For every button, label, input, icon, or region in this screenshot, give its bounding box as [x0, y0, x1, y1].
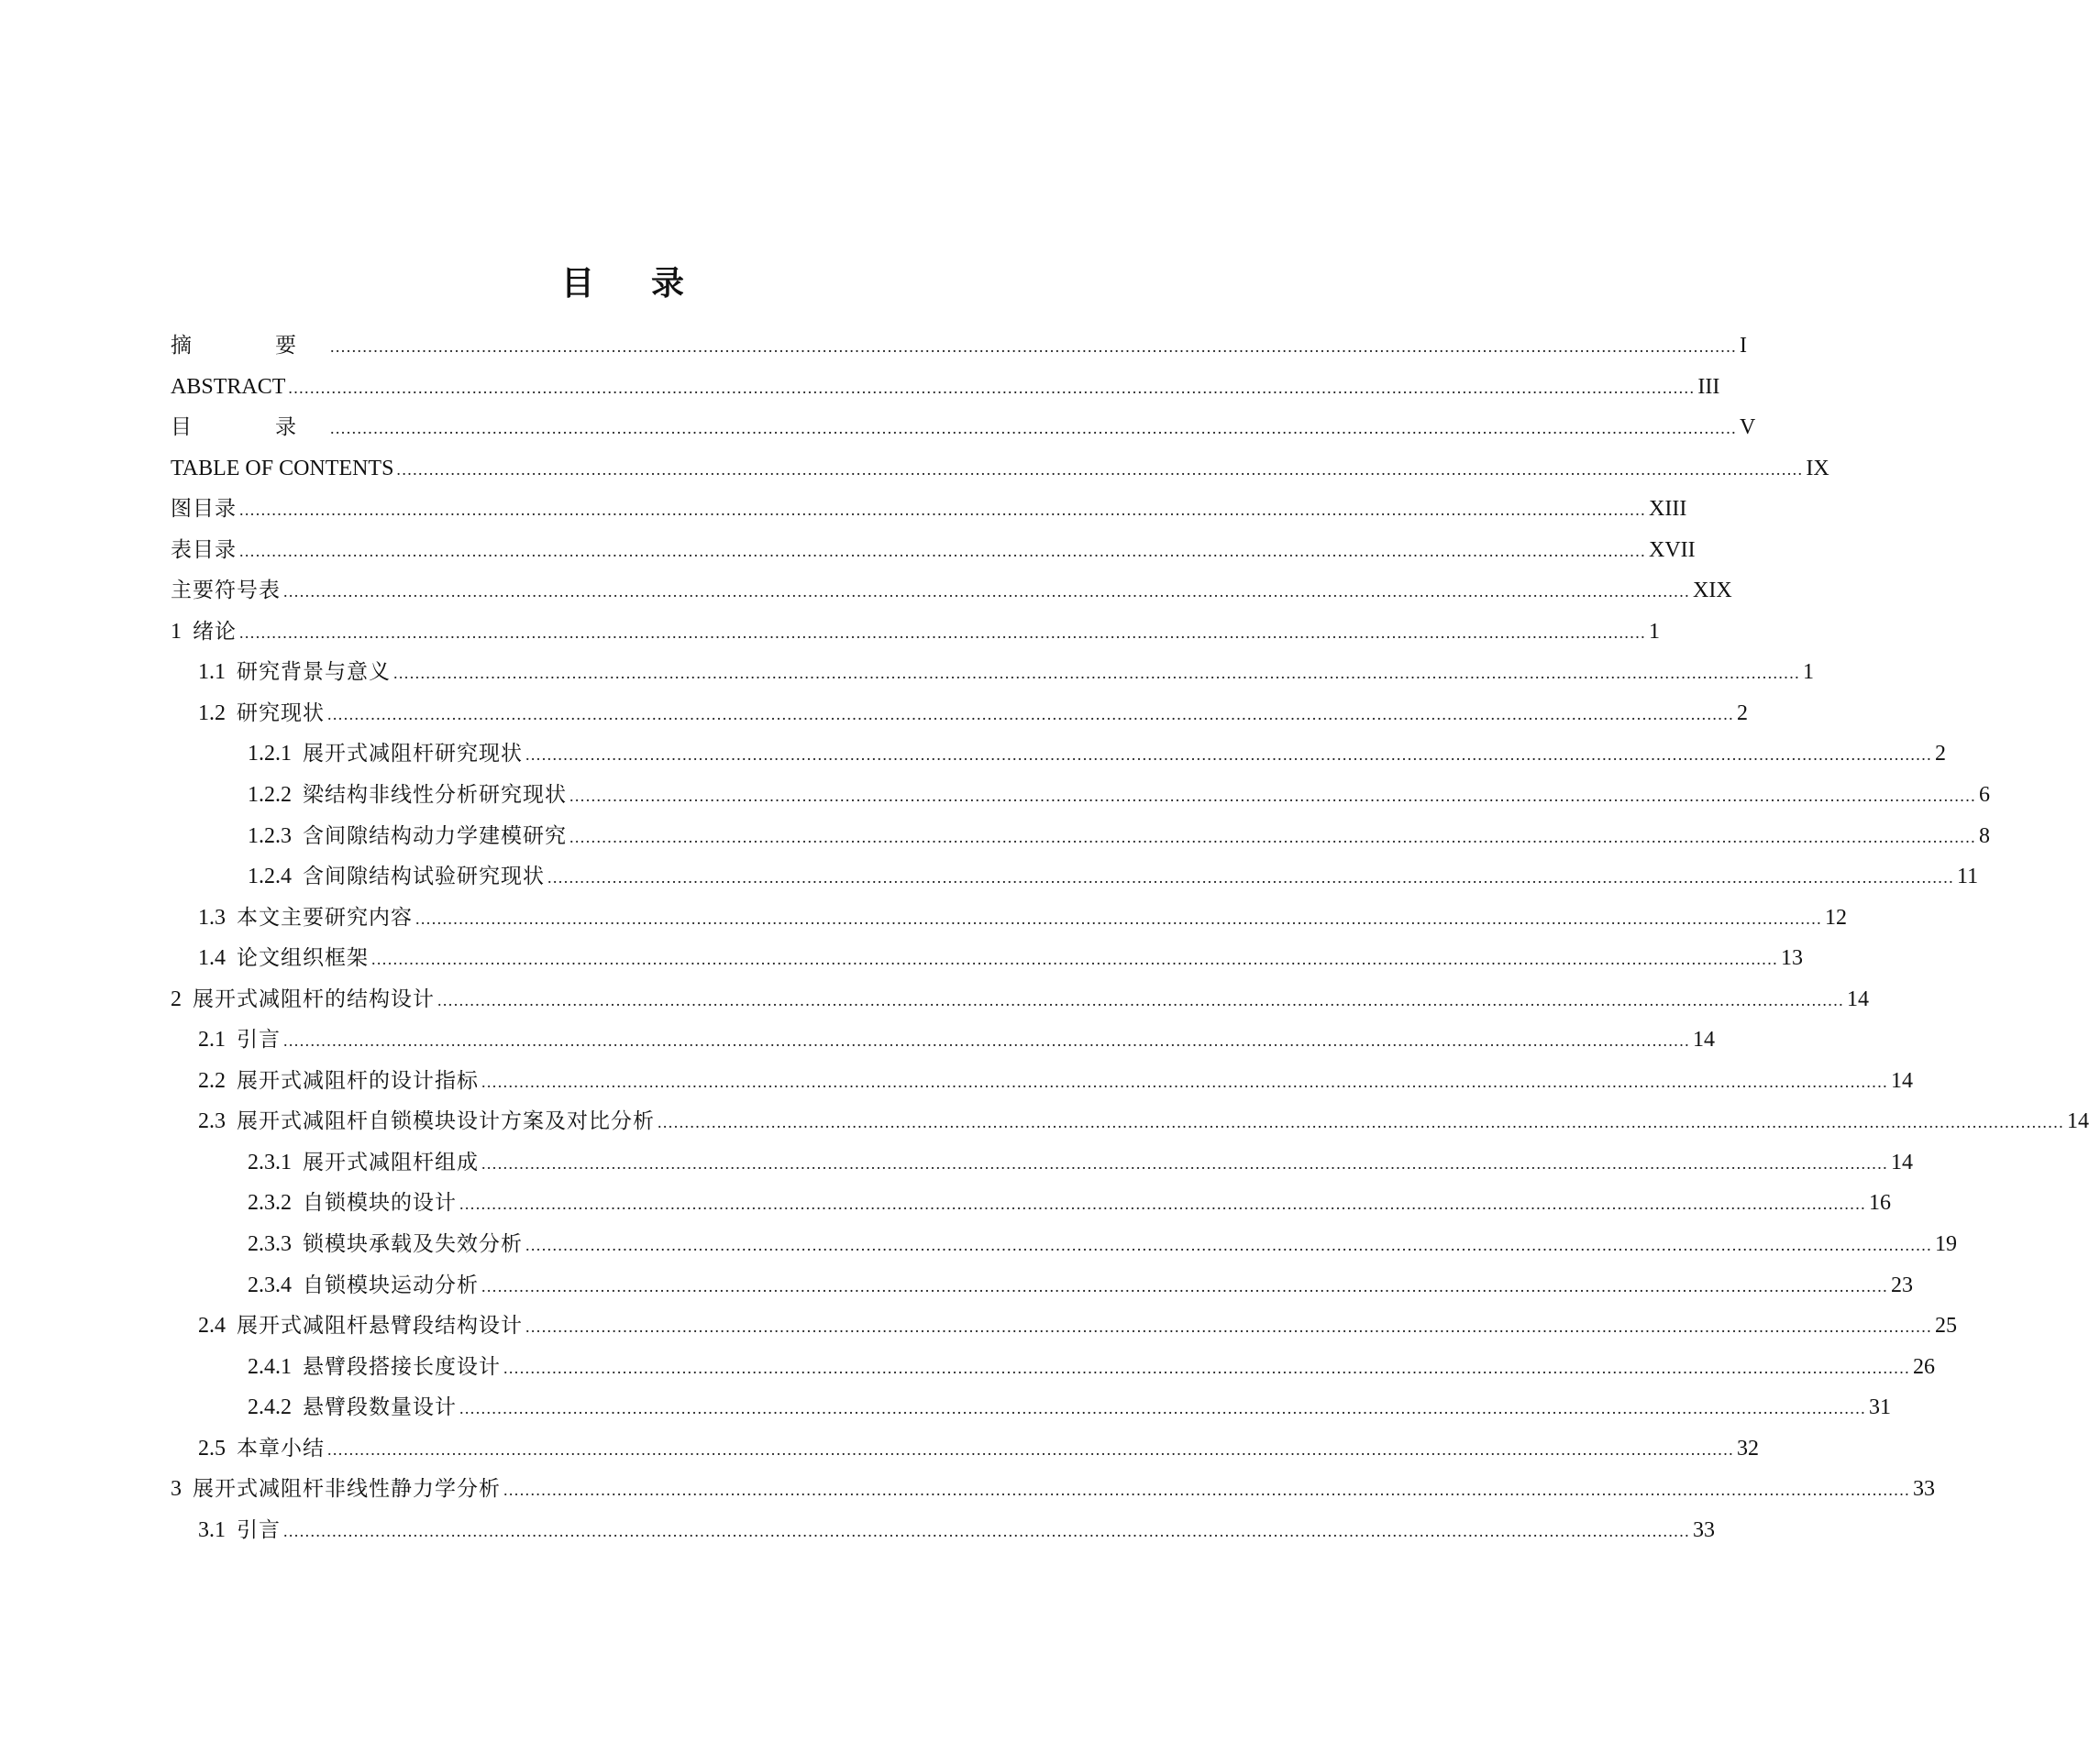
toc-entry-page-number: 1: [1803, 660, 1814, 685]
dot-leader: ....................................................................................................................................................................................................................................................................: [503, 1481, 1910, 1500]
toc-entry-number: 1.2.2: [248, 783, 292, 808]
dot-leader: ....................................................................................................................................................................................................................................................................: [481, 1153, 1888, 1173]
toc-entry[interactable]: [171, 856, 1979, 898]
toc-entry[interactable]: [171, 1387, 1891, 1428]
toc-entry-page-number: III: [1697, 374, 1720, 399]
toc-entry[interactable]: [171, 1142, 1913, 1184]
toc-entry-number: 2.2: [198, 1068, 226, 1093]
toc-entry[interactable]: [171, 898, 1847, 939]
toc-entry-title[interactable]: 悬臂段搭接长度设计: [303, 1354, 501, 1379]
toc-entry-number: 2.4.1: [248, 1354, 292, 1379]
toc-entry[interactable]: [171, 325, 1747, 367]
page-title: [0, 262, 1247, 306]
toc-entry-page-number: XIX: [1693, 579, 1732, 603]
toc-entry-title[interactable]: 自锁模块的设计: [303, 1191, 457, 1216]
toc-entry-title[interactable]: 梁结构非线性分析研究现状: [303, 783, 567, 808]
dot-leader: ....................................................................................................................................................................................................................................................................: [569, 787, 1976, 806]
toc-entry-title[interactable]: 研究背景与意义: [237, 660, 391, 685]
toc-entry[interactable]: [171, 1347, 1935, 1388]
dot-leader: ....................................................................................................................................................................................................................................................................: [288, 378, 1696, 397]
toc-entry-page-number: I: [1740, 334, 1747, 358]
dot-leader: ....................................................................................................................................................................................................................................................................: [330, 337, 1737, 356]
toc-entry[interactable]: [171, 693, 1748, 734]
toc-entry-title[interactable]: 含间隙结构动力学建模研究: [303, 823, 567, 848]
toc-entry-page-number: 2: [1935, 742, 1946, 766]
toc-entry-title[interactable]: 主要符号表: [171, 579, 281, 603]
dot-leader: ....................................................................................................................................................................................................................................................................: [658, 1113, 2064, 1132]
toc-entry-page-number: 12: [1825, 905, 1847, 930]
dot-leader: ....................................................................................................................................................................................................................................................................: [525, 1236, 1932, 1255]
toc-entry[interactable]: [171, 407, 1756, 448]
toc-entry[interactable]: [171, 489, 1687, 530]
toc-entry[interactable]: [171, 530, 1696, 571]
toc-entry-number: 2.4.2: [248, 1395, 292, 1420]
dot-leader: ....................................................................................................................................................................................................................................................................: [393, 664, 1800, 683]
toc-entry-number: 3: [171, 1477, 182, 1502]
toc-entry-page-number: 32: [1737, 1436, 1759, 1461]
toc-entry-number: 2.4: [198, 1314, 226, 1339]
toc-entry-title[interactable]: 展开式减阻杆的结构设计: [193, 987, 435, 1011]
toc-entry[interactable]: [171, 816, 1990, 857]
toc-entry[interactable]: [171, 1061, 1913, 1102]
toc-entry-page-number: 14: [1891, 1150, 1913, 1174]
toc-entry-title[interactable]: TABLE OF CONTENTS: [171, 456, 394, 480]
toc-entry-page-number: 23: [1891, 1273, 1913, 1297]
toc-entry[interactable]: [171, 652, 1814, 693]
dot-leader: ....................................................................................................................................................................................................................................................................: [459, 1195, 1866, 1214]
toc-entry-number: 1.2.4: [248, 865, 292, 889]
toc-entry-page-number: 14: [1847, 987, 1869, 1011]
toc-entry[interactable]: [171, 367, 1720, 408]
toc-entry-number: 1.2: [198, 700, 226, 725]
toc-entry-page-number: 6: [1979, 783, 1990, 808]
toc-entry-title[interactable]: 论文组织框架: [237, 946, 369, 971]
toc-entry-title[interactable]: 本文主要研究内容: [237, 905, 413, 930]
toc-entry-number: 1.2.3: [248, 823, 292, 848]
toc-entry-title[interactable]: 表目录: [171, 537, 237, 562]
dot-leader: ....................................................................................................................................................................................................................................................................: [396, 459, 1804, 479]
toc-entry-title[interactable]: 展开式减阻杆研究现状: [303, 742, 523, 766]
toc-entry-title[interactable]: 锁模块承载及失效分析: [303, 1232, 523, 1257]
dot-leader: ....................................................................................................................................................................................................................................................................: [371, 950, 1778, 969]
toc-entry-page-number: 1: [1649, 619, 1660, 644]
dot-leader: ....................................................................................................................................................................................................................................................................: [327, 704, 1734, 723]
toc-entry-number: 1: [171, 619, 182, 644]
toc-entry[interactable]: [171, 733, 1946, 775]
toc-entry-title[interactable]: 展开式减阻杆组成: [303, 1150, 479, 1174]
toc-entry-number: 1.1: [198, 660, 226, 685]
toc-entry-page-number: 33: [1693, 1517, 1715, 1542]
toc-entry-title[interactable]: 展开式减阻杆悬臂段结构设计: [237, 1314, 523, 1339]
toc-entry-title[interactable]: 悬臂段数量设计: [303, 1395, 457, 1420]
table-of-contents: [171, 325, 2089, 1550]
toc-entry-title[interactable]: 目 录: [171, 415, 327, 440]
page-title-char: 录: [651, 265, 687, 303]
toc-entry-number: 2.1: [198, 1028, 226, 1053]
toc-entry-title[interactable]: 绪论: [193, 619, 237, 644]
toc-entry-number: 1.3: [198, 905, 226, 930]
dot-leader: ....................................................................................................................................................................................................................................................................: [239, 623, 1646, 642]
toc-entry[interactable]: [171, 938, 1803, 979]
toc-entry-title[interactable]: 自锁模块运动分析: [303, 1273, 479, 1297]
dot-leader: ....................................................................................................................................................................................................................................................................: [327, 1439, 1734, 1459]
toc-entry[interactable]: [171, 448, 1829, 490]
toc-entry-page-number: XIII: [1649, 497, 1687, 522]
dot-leader: ....................................................................................................................................................................................................................................................................: [525, 1317, 1932, 1337]
toc-entry-title[interactable]: 研究现状: [237, 700, 325, 725]
toc-entry-page-number: V: [1740, 415, 1756, 440]
toc-entry-page-number: 25: [1935, 1314, 1957, 1339]
toc-entry-title[interactable]: 图目录: [171, 497, 237, 522]
dot-leader: ....................................................................................................................................................................................................................................................................: [547, 868, 1954, 888]
toc-entry-title[interactable]: 展开式减阻杆的设计指标: [237, 1068, 479, 1093]
toc-entry[interactable]: [171, 1183, 1891, 1224]
toc-entry[interactable]: [171, 612, 1660, 653]
toc-entry-page-number: 19: [1935, 1232, 1957, 1257]
toc-entry[interactable]: [171, 1101, 2089, 1142]
toc-entry-title[interactable]: 本章小结: [237, 1436, 325, 1461]
toc-entry-page-number: 11: [1957, 865, 1979, 889]
toc-entry-page-number: 2: [1737, 700, 1748, 725]
dot-leader: ....................................................................................................................................................................................................................................................................: [239, 501, 1646, 520]
toc-entry-page-number: 14: [1891, 1068, 1913, 1093]
page-title-char: 目: [560, 265, 596, 303]
toc-entry[interactable]: [171, 1306, 1957, 1347]
dot-leader: ....................................................................................................................................................................................................................................................................: [283, 582, 1690, 601]
dot-leader: ....................................................................................................................................................................................................................................................................: [569, 827, 1976, 846]
toc-entry-title[interactable]: 引言: [237, 1028, 281, 1053]
toc-entry-number: 2.3.2: [248, 1191, 292, 1216]
toc-entry[interactable]: [171, 1469, 1935, 1510]
toc-entry[interactable]: [171, 570, 1732, 612]
toc-entry-number: 3.1: [198, 1517, 226, 1542]
toc-entry-page-number: 26: [1913, 1354, 1935, 1379]
toc-entry[interactable]: [171, 979, 1869, 1020]
dot-leader: ....................................................................................................................................................................................................................................................................: [481, 1072, 1888, 1091]
toc-entry-number: 1.4: [198, 946, 226, 971]
toc-entry-number: 2.3.4: [248, 1273, 292, 1297]
toc-entry-page-number: 31: [1869, 1395, 1891, 1420]
dot-leader: ....................................................................................................................................................................................................................................................................: [239, 541, 1646, 560]
toc-entry[interactable]: [171, 1224, 1957, 1265]
toc-entry-title[interactable]: 展开式减阻杆非线性静力学分析: [193, 1477, 501, 1502]
toc-entry-page-number: IX: [1806, 456, 1829, 480]
toc-entry-page-number: 16: [1869, 1191, 1891, 1216]
toc-entry-title[interactable]: 展开式减阻杆自锁模块设计方案及对比分析: [237, 1109, 655, 1134]
toc-entry-page-number: 14: [1693, 1028, 1715, 1053]
toc-entry-title[interactable]: 摘 要: [171, 334, 327, 358]
toc-entry-page-number: 8: [1979, 823, 1990, 848]
toc-entry-number: 2.3.1: [248, 1150, 292, 1174]
dot-leader: ....................................................................................................................................................................................................................................................................: [525, 745, 1932, 765]
toc-entry-number: 2.3: [198, 1109, 226, 1134]
toc-entry-page-number: 33: [1913, 1477, 1935, 1502]
toc-entry[interactable]: [171, 1265, 1913, 1306]
dot-leader: ....................................................................................................................................................................................................................................................................: [415, 909, 1822, 928]
dot-leader: ....................................................................................................................................................................................................................................................................: [437, 990, 1844, 1009]
toc-entry-number: 1.2.1: [248, 742, 292, 766]
toc-entry[interactable]: [171, 1020, 1715, 1061]
toc-entry[interactable]: [171, 1510, 1715, 1551]
dot-leader: ....................................................................................................................................................................................................................................................................: [459, 1399, 1866, 1418]
toc-entry-page-number: 14: [2067, 1109, 2089, 1134]
toc-entry-number: 2.3.3: [248, 1232, 292, 1257]
toc-entry-title[interactable]: 含间隙结构试验研究现状: [303, 865, 545, 889]
dot-leader: ....................................................................................................................................................................................................................................................................: [503, 1358, 1910, 1377]
toc-entry-page-number: XVII: [1649, 537, 1696, 562]
toc-entry-number: 2: [171, 987, 182, 1011]
toc-entry-number: 2.5: [198, 1436, 226, 1461]
toc-entry[interactable]: [171, 775, 1990, 816]
toc-entry[interactable]: [171, 1428, 1759, 1470]
dot-leader: ....................................................................................................................................................................................................................................................................: [283, 1031, 1690, 1051]
dot-leader: ....................................................................................................................................................................................................................................................................: [330, 419, 1737, 438]
toc-entry-title[interactable]: ABSTRACT: [171, 374, 286, 399]
toc-entry-page-number: 13: [1781, 946, 1803, 971]
toc-entry-title[interactable]: 引言: [237, 1517, 281, 1542]
dot-leader: ....................................................................................................................................................................................................................................................................: [283, 1521, 1690, 1540]
dot-leader: ....................................................................................................................................................................................................................................................................: [481, 1276, 1888, 1295]
